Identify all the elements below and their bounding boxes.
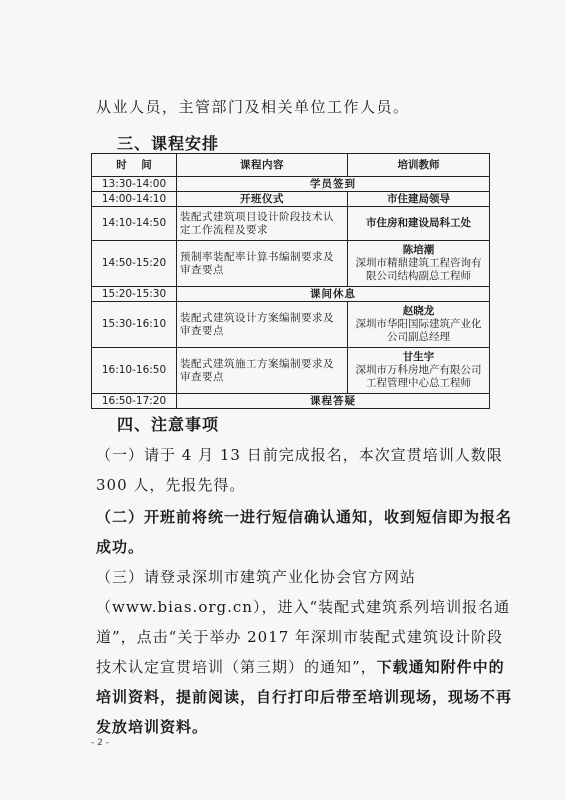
note-3 xyxy=(96,562,516,742)
row-time: 14:50-15:20 xyxy=(92,241,177,287)
teacher-desc: 深圳市万科房地产有限公司工程管理中心总工程师 xyxy=(355,364,482,389)
row-time: 15:30-16:10 xyxy=(92,302,177,348)
row-teacher: 市住房和建设局科工处 xyxy=(348,207,490,241)
table-row xyxy=(92,287,490,302)
page-number: - 2 - xyxy=(91,738,109,748)
table-row xyxy=(92,192,490,207)
header-time: 时 间 xyxy=(92,154,177,177)
row-content: 预制率装配率计算书编制要求及审查要点 xyxy=(177,241,348,287)
section-4-heading: 四、注意事项 xyxy=(117,415,220,434)
row-time: 16:10-16:50 xyxy=(92,348,177,394)
row-content: 开班仪式 xyxy=(177,192,348,207)
row-teacher xyxy=(348,302,490,348)
row-span: 课间休息 xyxy=(177,287,490,302)
intro-line: 从业人员，主管部门及相关单位工作人员。 xyxy=(96,98,410,116)
section-3-heading: 三、课程安排 xyxy=(117,134,220,153)
schedule-header-row xyxy=(92,154,490,177)
teacher-name: 赵晓龙 xyxy=(402,305,435,317)
row-time: 13:30-14:00 xyxy=(92,177,177,192)
note-3-bold: 下载通知附件中的培训资料，提前阅读，自行打印后带至培训现场，现场不再发放培训资料。 xyxy=(96,658,513,736)
row-teacher: 市住建局领导 xyxy=(348,192,490,207)
teacher-desc: 深圳市华阳国际建筑产业化公司副总经理 xyxy=(355,318,482,343)
table-row xyxy=(92,207,490,241)
row-teacher xyxy=(348,348,490,394)
note-3-text: （三）请登录深圳市建筑产业化协会官方网站（www.bias.org.cn），进入“装配式建筑系列培训报名通道”，点击“关于举办 2017 年深圳市装配式建筑设计阶段技术认定宣贯培训（第三期）的通知”， xyxy=(96,568,511,676)
row-teacher xyxy=(348,241,490,287)
row-content: 装配式建筑设计方案编制要求及审查要点 xyxy=(177,302,348,348)
teacher-desc: 深圳市精鼎建筑工程咨询有限公司结构副总工程师 xyxy=(355,257,482,282)
table-row xyxy=(92,177,490,192)
table-row xyxy=(92,348,490,394)
row-content: 装配式建筑施工方案编制要求及审查要点 xyxy=(177,348,348,394)
teacher-name: 陈培潮 xyxy=(402,244,435,256)
row-time: 14:10-14:50 xyxy=(92,207,177,241)
header-teacher: 培训教师 xyxy=(348,154,490,177)
schedule-table xyxy=(91,153,490,409)
row-time: 14:00-14:10 xyxy=(92,192,177,207)
teacher-name: 甘生宇 xyxy=(402,351,435,363)
table-row xyxy=(92,302,490,348)
row-span: 课程答疑 xyxy=(177,394,490,409)
header-content: 课程内容 xyxy=(177,154,348,177)
row-time: 16:50-17:20 xyxy=(92,394,177,409)
table-row xyxy=(92,394,490,409)
note-1: （一）请于 4 月 13 日前完成报名，本次宣贯培训人数限 300 人，先报先得。 xyxy=(96,446,503,494)
table-row xyxy=(92,241,490,287)
row-content: 装配式建筑项目设计阶段技术认定工作流程及要求 xyxy=(177,207,348,241)
row-time: 15:20-15:30 xyxy=(92,287,177,302)
row-span: 学员签到 xyxy=(177,177,490,192)
note-2: （二）开班前将统一进行短信确认通知，收到短信即为报名成功。 xyxy=(96,508,513,556)
